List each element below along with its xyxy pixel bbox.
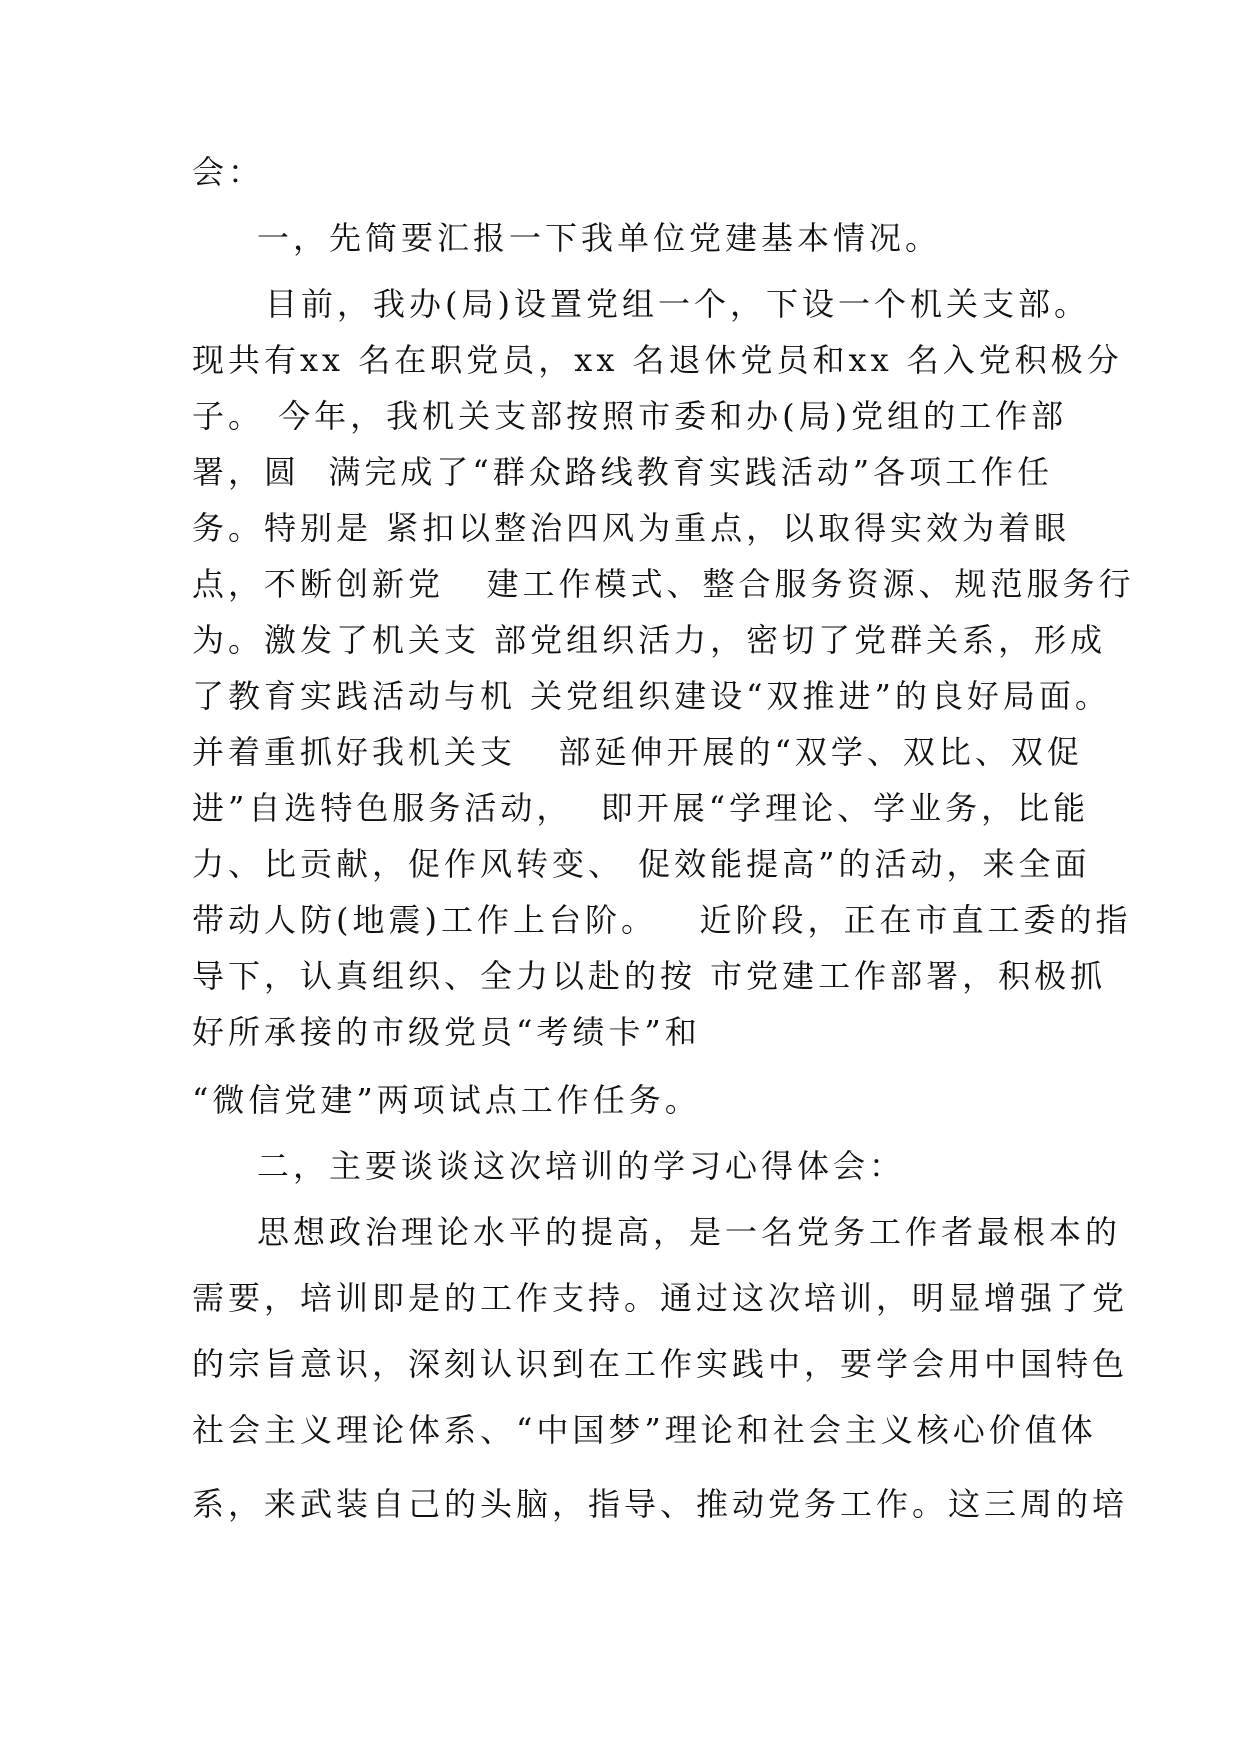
text-line: 署，圆 满完成了“群众路线教育实践活动”各项工作任 [192,453,1054,491]
section-heading-1: 一，先简要汇报一下我单位党建基本情况。 [257,219,942,257]
text-line: 需要，培训即是的工作支持。通过这次培训，明显增强了党 [192,1279,1129,1317]
text-line: 为。激发了机关支 部党组织活力，密切了党群关系，形成 [192,621,1107,659]
text-line: 带动人防(地震)工作上台阶。 近阶段，正在市直工委的指 [192,901,1132,939]
text-line: 会： [192,153,265,191]
text-line: “微信党建”两项试点工作任务。 [192,1081,701,1119]
text-line: 导下，认真组织、全力以赴的按 市党建工作部署，积极抓 [192,957,1107,995]
text-line: 力、比贡献，促作风转变、 促效能提高”的活动，来全面 [192,845,1091,883]
text-line: 的宗旨意识，深刻认识到在工作实践中，要学会用中国特色 [192,1345,1129,1383]
paragraph-start: 思想政治理论水平的提高，是一名党务工作者最根本的 [257,1213,1122,1251]
text-line: 现共有xx 名在职党员，xx 名退休党员和xx 名入党积极分 [192,341,1123,379]
section-heading-2: 二，主要谈谈这次培训的学习心得体会： [257,1147,906,1185]
text-line: 务。特别是 紧扣以整治四风为重点，以取得实效为着眼 [192,509,1071,547]
text-line: 并着重抓好我机关支 部延伸开展的“双学、双比、双促 [192,733,1083,771]
text-line: 了教育实践活动与机 关党组织建设“双推进”的良好局面。 [192,677,1111,715]
text-line: 系，来武装自己的头脑，指导、推动党务工作。这三周的培 [192,1485,1129,1523]
paragraph-start: 目前，我办(局)设置党组一个，下设一个机关支部。 [265,285,1090,323]
text-line: 社会主义理论体系、“中国梦”理论和社会主义核心价值体 [192,1411,1097,1449]
text-line: 点，不断创新党 建工作模式、整合服务资源、规范服务行 [192,565,1135,603]
text-line: 进”自选特色服务活动， 即开展“学理论、学业务，比能 [192,789,1090,827]
text-line: 好所承接的市级党员“考绩卡”和 [192,1013,701,1051]
text-line: 子。 今年，我机关支部按照市委和办(局)党组的工作部 [192,397,1068,435]
